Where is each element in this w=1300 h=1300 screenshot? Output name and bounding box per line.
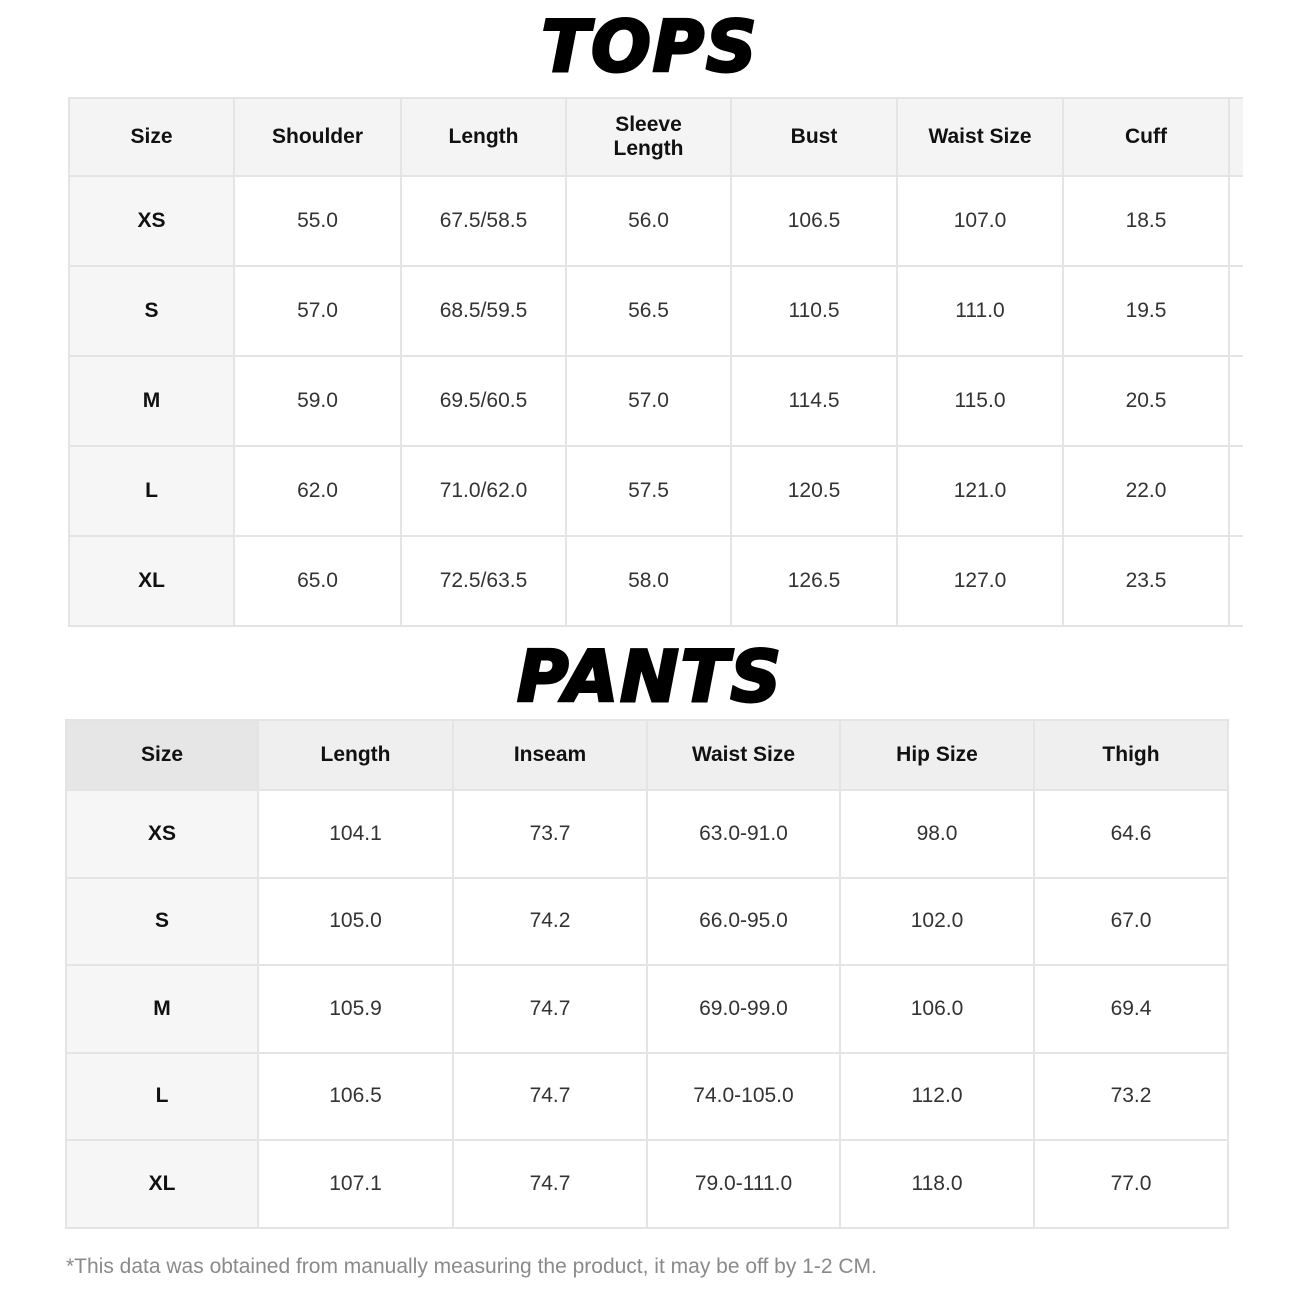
tops-header-row — [69, 98, 1243, 176]
value-cell: 67.5/58.5 — [401, 176, 566, 266]
table-row — [69, 266, 1243, 356]
table-row — [66, 1140, 1228, 1228]
value-cell: 73.7 — [453, 790, 647, 878]
column-header: Length — [401, 98, 566, 176]
value-cell: 74.0-105.0 — [647, 1053, 840, 1141]
value-cell: 20.5 — [1063, 356, 1229, 446]
size-cell: XL — [69, 536, 234, 626]
value-cell: 58.0 — [566, 536, 731, 626]
column-header: Hip Size — [840, 720, 1034, 790]
value-cell: 127.0 — [897, 536, 1063, 626]
size-cell: M — [66, 965, 258, 1053]
value-cell: 57.0 — [566, 356, 731, 446]
truncated-cell — [1229, 536, 1243, 626]
value-cell: 72.5/63.5 — [401, 536, 566, 626]
value-cell: 102.0 — [840, 878, 1034, 966]
value-cell: 126.5 — [731, 536, 897, 626]
value-cell: 67.0 — [1034, 878, 1228, 966]
value-cell: 74.7 — [453, 1140, 647, 1228]
value-cell: 118.0 — [840, 1140, 1034, 1228]
value-cell: 23.5 — [1063, 536, 1229, 626]
size-cell: S — [69, 266, 234, 356]
value-cell: 104.1 — [258, 790, 453, 878]
tops-size-table — [68, 97, 1243, 627]
value-cell: 105.0 — [258, 878, 453, 966]
value-cell: 57.0 — [234, 266, 401, 356]
value-cell: 106.5 — [731, 176, 897, 266]
footnote: *This data was obtained from manually measuring the product, it may be off by 1-2 CM. — [66, 1255, 877, 1278]
column-header: Inseam — [453, 720, 647, 790]
truncated-column — [1229, 98, 1243, 176]
column-header: Waist Size — [647, 720, 840, 790]
value-cell: 73.2 — [1034, 1053, 1228, 1141]
table-row — [66, 790, 1228, 878]
value-cell: 57.5 — [566, 446, 731, 536]
column-header: Sleeve Length — [566, 98, 731, 176]
column-header: Thigh — [1034, 720, 1228, 790]
table-row — [66, 1053, 1228, 1141]
value-cell: 19.5 — [1063, 266, 1229, 356]
column-header: Length — [258, 720, 453, 790]
value-cell: 112.0 — [840, 1053, 1034, 1141]
value-cell: 66.0-95.0 — [647, 878, 840, 966]
value-cell: 98.0 — [840, 790, 1034, 878]
value-cell: 111.0 — [897, 266, 1063, 356]
value-cell: 106.5 — [258, 1053, 453, 1141]
column-header: Cuff — [1063, 98, 1229, 176]
value-cell: 74.7 — [453, 965, 647, 1053]
value-cell: 64.6 — [1034, 790, 1228, 878]
value-cell: 107.1 — [258, 1140, 453, 1228]
value-cell: 69.5/60.5 — [401, 356, 566, 446]
table-row — [66, 965, 1228, 1053]
column-header: Size — [66, 720, 258, 790]
value-cell: 71.0/62.0 — [401, 446, 566, 536]
value-cell: 74.7 — [453, 1053, 647, 1141]
size-cell: XS — [69, 176, 234, 266]
table-row — [69, 176, 1243, 266]
value-cell: 79.0-111.0 — [647, 1140, 840, 1228]
value-cell: 105.9 — [258, 965, 453, 1053]
value-cell: 59.0 — [234, 356, 401, 446]
column-header: Shoulder — [234, 98, 401, 176]
pants-title: PANTS — [517, 636, 783, 718]
table-row — [69, 356, 1243, 446]
value-cell: 120.5 — [731, 446, 897, 536]
value-cell: 18.5 — [1063, 176, 1229, 266]
value-cell: 69.0-99.0 — [647, 965, 840, 1053]
value-cell: 106.0 — [840, 965, 1034, 1053]
table-row — [69, 536, 1243, 626]
size-cell: XL — [66, 1140, 258, 1228]
value-cell: 115.0 — [897, 356, 1063, 446]
size-cell: M — [69, 356, 234, 446]
value-cell: 69.4 — [1034, 965, 1228, 1053]
value-cell: 22.0 — [1063, 446, 1229, 536]
truncated-cell — [1229, 176, 1243, 266]
value-cell: 65.0 — [234, 536, 401, 626]
value-cell: 107.0 — [897, 176, 1063, 266]
column-header: Bust — [731, 98, 897, 176]
size-cell: XS — [66, 790, 258, 878]
value-cell: 110.5 — [731, 266, 897, 356]
value-cell: 56.0 — [566, 176, 731, 266]
truncated-cell — [1229, 446, 1243, 536]
value-cell: 55.0 — [234, 176, 401, 266]
value-cell: 63.0-91.0 — [647, 790, 840, 878]
table-row — [66, 878, 1228, 966]
pants-header-row — [66, 720, 1228, 790]
value-cell: 114.5 — [731, 356, 897, 446]
truncated-cell — [1229, 356, 1243, 446]
column-header: Size — [69, 98, 234, 176]
value-cell: 74.2 — [453, 878, 647, 966]
truncated-cell — [1229, 266, 1243, 356]
table-row — [69, 446, 1243, 536]
value-cell: 68.5/59.5 — [401, 266, 566, 356]
pants-size-table — [65, 719, 1229, 1229]
value-cell: 77.0 — [1034, 1140, 1228, 1228]
tops-title: TOPS — [541, 6, 759, 88]
value-cell: 56.5 — [566, 266, 731, 356]
value-cell: 121.0 — [897, 446, 1063, 536]
size-cell: L — [66, 1053, 258, 1141]
size-cell: L — [69, 446, 234, 536]
size-cell: S — [66, 878, 258, 966]
value-cell: 62.0 — [234, 446, 401, 536]
column-header: Waist Size — [897, 98, 1063, 176]
